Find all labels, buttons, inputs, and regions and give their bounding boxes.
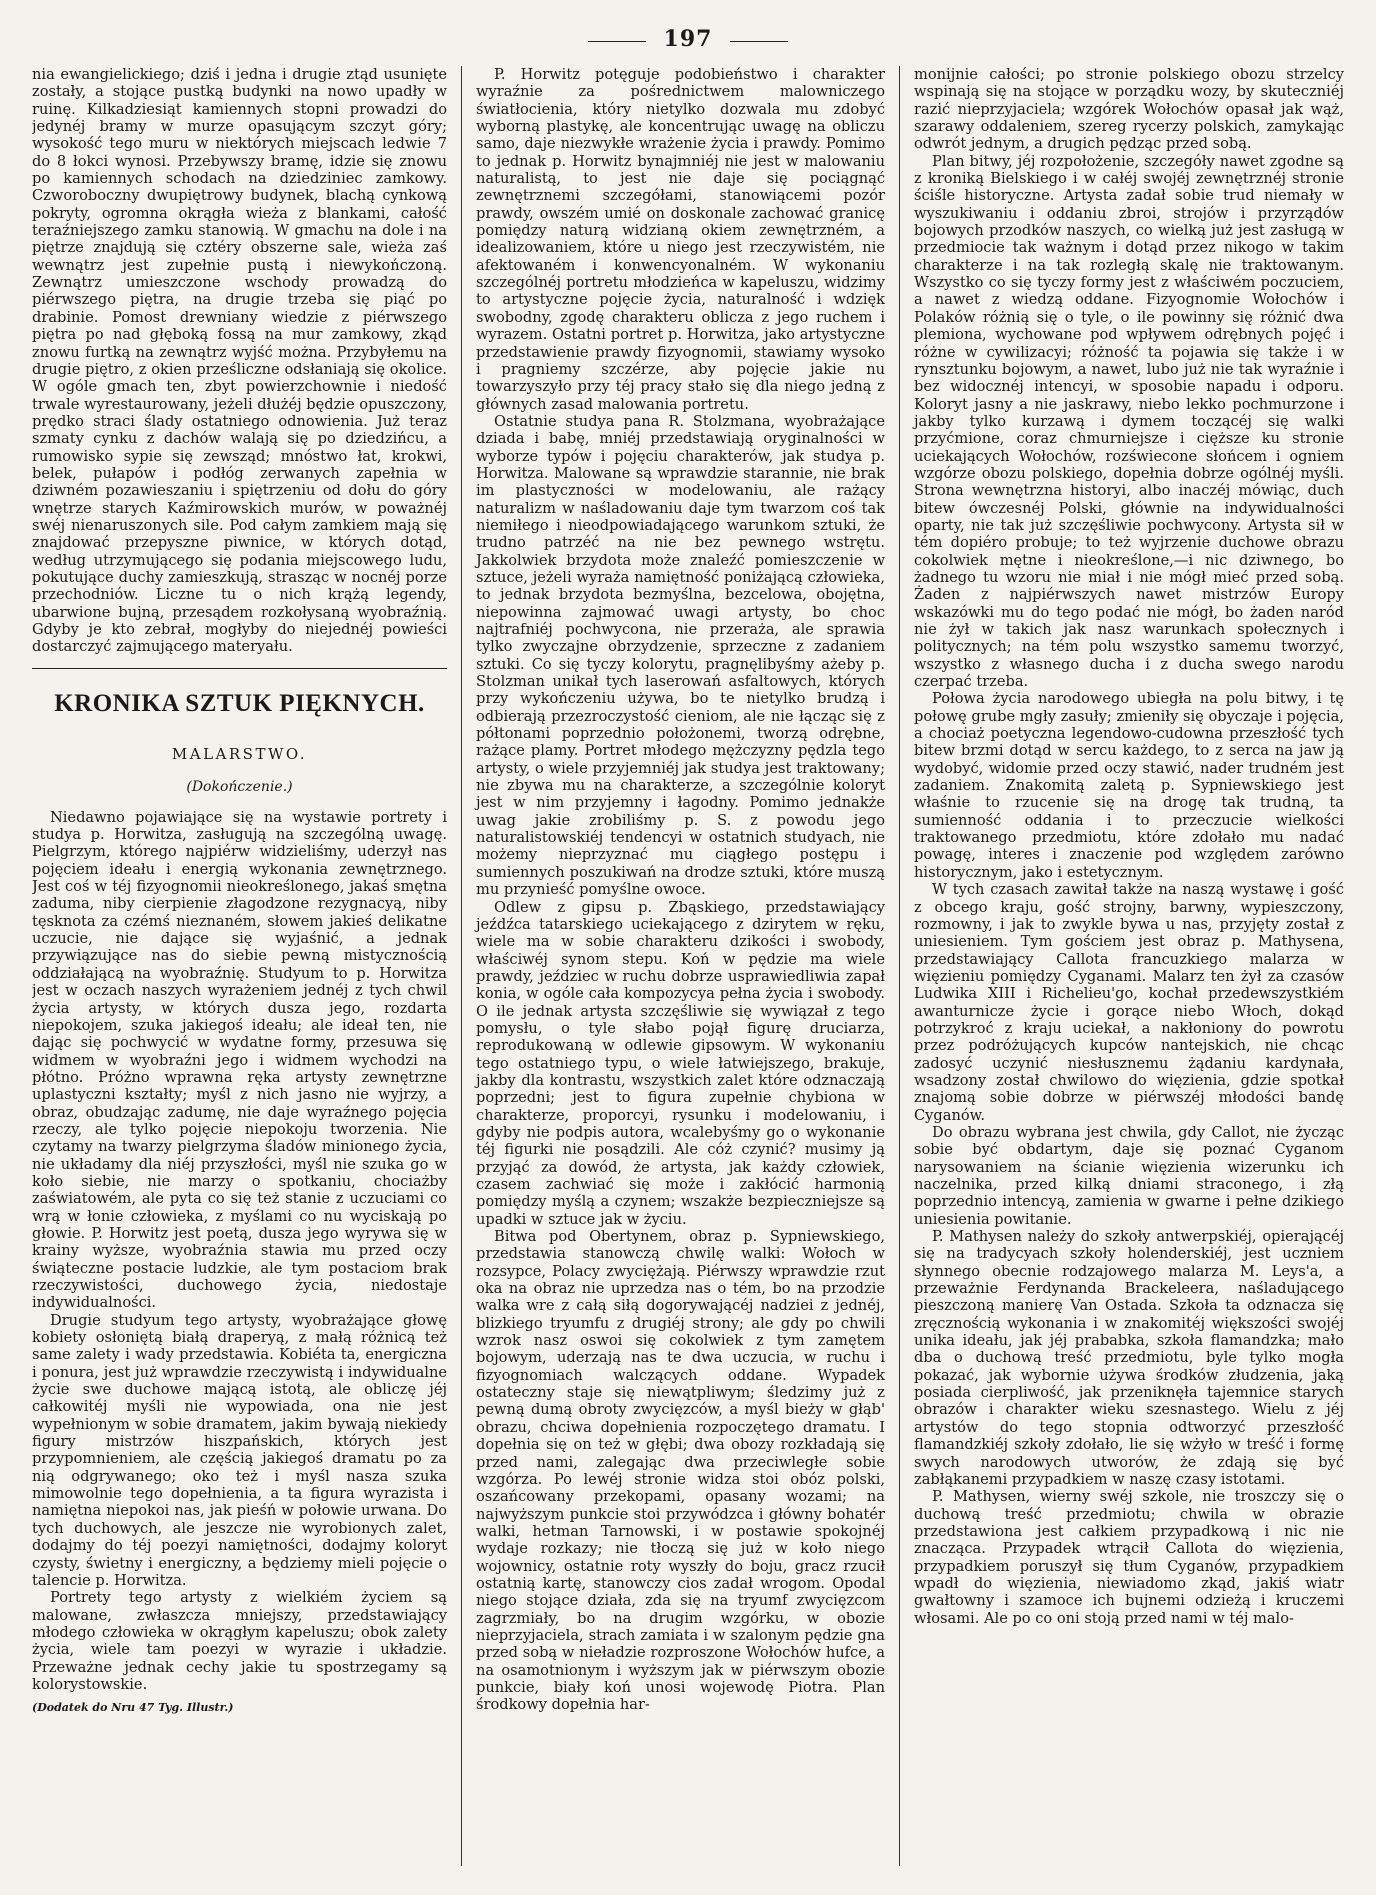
- paragraph: Bitwa pod Obertynem, obraz p. Sypniewskiego, przedstawia stanowczą chwilę walki: Wołoch w rozsypce, Polacy zwyciężają. Piérwszy wprawdzie rzut oka na obraz nie uprzedza nas o tém, bo na przodzie walka wre z całą siłą dogorywającéj nadziei z jednéj, blizkiego tryumfu z drugiéj strony; ale gdy po chwili wzrok nasz oswoi się cokolwiek z tym zamętem bojowym, uderzają nas te dwa uczucia, w ruchu i fizyognomiach walczących oddane. Wypadek ostateczny staje się niewątpliwym; śledzimy już z pewną dumą obroty zwycięzców, a myśl bieży w głąb' obrazu, chciwa dopełnienia rozpoczętego dramatu. I dopełnia się on też w głębi; dwa obozy rozkładają się przed nami, zalegając dwa przeciwległe sobie wzgórza. Po lewéj stronie widza stoi obóz polski, oszańcowany przekopami, opasany wozami; na najwyższym punkcie stoi przywódzca i główny bohatér walki, hetman Tarnowski, i w postawie spokojnéj wydaje rozkazy; nie tłoczą się już w koło niego wojownicy, ostatnie roty wyszły do boju, gracz rzucił ostatnią kartę, stanowczy cios zadał wrogom. Opodal niego stojące działa, zda się na tryumf zwycięzcom zagrzmiały, bo na drugim wzgórku, w obozie nieprzyjaciela, strach zamiata i w szalonym pędzie gna przed sobą w nieładzie rozproszone Wołochów hufce, a na osamotnionym i wyższym jak w piérwszym obozie punkcie, biały koń unosi wojewodę Piotra. Plan środkowy dopełnia har-: [476, 1228, 885, 1714]
- paragraph: Połowa życia narodowego ubiegła na polu bitwy, i tę połowę grube mgły zasuły; zmieniły się obyczaje i pojęcia, a chociaż poetyczna legendowo-cudowna przeszłość tych bitew brzmi dotąd w sercu każdego, to z serca na jaw ją wydobyć, widomie przed oczy stawić, nader trudném jest zadaniem. Znakomitą zaletą p. Sypniewskiego jest właśnie to rzucenie się na drogę tak trudną, ta sumienność oddania i to przeczucie wielkości traktowanego przedmiotu, które zdołało mu nadać powagę, interes i znaczenie pod względem zarówno historycznym, jako i estetycznym.: [914, 690, 1344, 881]
- columns: [32, 66, 1344, 1866]
- paragraph: W tych czasach zawitał także na naszą wystawę i gość z obcego kraju, gość strojny, barwny, wypieszczony, rozmowny, i jak to zwykle bywa u nas, przyjęty został z uniesieniem. Tym gościem jest obraz p. Mathysena, przedstawiający Callota francuzkiego malarza w więzieniu pomiędzy Cyganami. Malarz ten żył za czasów Ludwika XIII i Richelieu'go, kochał przedewszystkiém awanturnicze życie i gorące niebo Włoch, dokąd potrzykroć z kraju uciekał, a nakłoniony do powrotu przez podróżujących kupców nantejskich, nie chcąc zadosyć uczynić niesłusznemu żądaniu kardynała, wsadzony został chwilowo do więzienia, gdzie spotkał znajomą sobie dobrze w piérwszéj młodości bandę Cyganów.: [914, 881, 1344, 1124]
- section-divider: [32, 668, 447, 669]
- page-number: 197: [663, 26, 713, 52]
- paragraph: Ostatnie studya pana R. Stolzmana, wyobrażające dziada i babę, mniéj przedstawiają oryginalności w wyborze typów i pojęciu charakterów, jak studya p. Horwitza. Malowane są wprawdzie starannie, nie brak im plastyczności w modelowaniu, ale rażący naturalizm w naśladowaniu daje tym twarzom coś tak niemiłego i nieodpowiadającego warunkom sztuki, że trudno patrzéć na nie bez pewnego wstrętu. Jakkolwiek brzydota może znaleźć pomieszczenie w sztuce, jeżeli wyraża namiętność poniżającą człowieka, to jednak brzydota bezmyślna, bezcelowa, obojętna, niepowinna zajmować uwagi artysty, bo choc najtrafniéj pochwycona, nie przeraża, ale sprawia tylko zwyczajne obrzydzenie, sprzeczne z zadaniem sztuki. Co się tyczy kolorytu, pragnęlibyśmy ażeby p. Stolzman unikał tych laserowań asfaltowych, których przy wykończeniu używa, bo te nietylko brudzą i odbierają przezroczystość cieniom, ale nie łącząc się z półtonami poprzednio położonemi, tworzą odrębne, rażące plamy. Portret młodego mężczyzny pędzla tego artysty, o wiele przyjemniéj jak studya jest traktowany; nie zbywa mu na charakterze, a szczególnie koloryt jest w nim przyjemny i łagodny. Pomimo jednakże uwag jakie zrobiliśmy p. S. z powodu jego naturalistowskiéj tendencyi w ostatnich studyach, nie możemy nieprzyznać mu ciągłego postępu i sumiennych poszukiwań na drodze sztuki, które muszą mu przynieść pomyślne owoce.: [476, 412, 885, 899]
- paragraph: P. Mathysen należy do szkoły antwerpskiéj, opierającéj się na tradycyach szkoły holenderskiéj, jest uczniem słynnego obecnie rodzajowego malarza M. Leys'a, a przeważnie Ferdynanda Brackeleera, naśladującego pieszczoną manierę Van Ostada. Szkoła ta odznacza się zręcznością wykonania i w znakomitéj większości swojéj unika ideału, jak jéj prababka, szkoła flamandzka; mało dba o duchową treść przedmiotu, byle tylko mogła pokazać, jak wybornie używa środków złudzenia, jaką posiada cierpliwość, jak przeniknęła tajemnice starych obrazów i charakter wieku szesnastego. Wielu z jéj artystów do tego stopnia odtworzyć przeszłość flamandzkiéj szkoły zdołało, lie się wżyło w treść i formę swych narodowych utworów, że zdają się być zabłąkanemi przypadkiem w naszę czasy istotami.: [914, 1228, 1344, 1488]
- section-title: KRONIKA SZTUK PIĘKNYCH.: [54, 689, 425, 717]
- column-1: [32, 66, 462, 1866]
- paragraph: nia ewangielickiego; dziś i jedna i drugie ztąd usunięte zostały, a stojące pustką budynki na nowo upadły w ruinę. Kilkadziesiąt kamiennych stopni prowadzi do jedynéj bramy w murze opasującym szczyt góry; wysokość tego muru w niektórych miejscach ledwie 7 do 8 łokci wynosi. Przebywszy bramę, idzie się znowu po kamiennych schodach na dziedziniec zamkowy. Czworoboczny dwupiętrowy budynek, blachą cynkową pokryty, ogromna okrągła wieża z blankami, całość teraźniejszego zamku stanowią. W gmachu na dole i na piętrze znajdują się cztéry obszerne sale, wieża zaś wewnątrz jest zupełnie pustą i niewykończoną. Zewnątrz umieszczone wschody prowadzą do piérwszego piętra, na drugie trzeba się piąć po drabinie. Pomost drewniany wiedzie z piérwszego piętra po nad głęboką fossą na mur zamkowy, zkąd znowu furtką na zewnątrz wyjść można. Przybyłemu na drugie piętro, z okien prześliczne odsłaniają się okolice. W ogóle gmach ten, zbyt powierzchownie i niedość trwale wyrestaurowany, jeżeli dłużéj będzie opuszczony, prędko straci ślady ostatniego odnowienia. Już teraz szmaty cynku z dachów walają się po dziedzińcu, a rumowisko sypie się zewsząd; mnóstwo łat, krokwi, belek, pułapów i podłóg zerwanych zapełnia w dziwném pozawieszaniu i spiętrzeniu od dołu do góry wnętrze starych Kaźmirowskich murów, w poważnéj swéj nienaruszonych sile. Pod całym zamkiem mają się znajdować przepyszne piwnice, w których dotąd, według utrzymującego się podania miejscowego ludu, pokutujące duchy zamieszkują, strasząc w nocnéj porze przechodniów. Liczne tu o nich krążą legendy, ubarwione bujną, przesądem rozkołysaną wyobraźnią. Gdyby je kto zebrał, mogłyby do niejednéj powieści dostarczyć zajmującego materyału.: [32, 66, 447, 656]
- paragraph: Plan bitwy, jéj rozpołożenie, szczegóły nawet zgodne są z kroniką Bielskiego i w całéj swojéj zewnętrznéj stronie ściśle historyczne. Artysta zadał sobie trud niemały w wyszukiwaniu i oddaniu zbroi, strojów i przyrządów bojowych przodków naszych, co wielką już jest zasługą w przedmiocie tak ważnym i dotąd przez nikogo w takim charakterze i na tak rozległą skalę nie traktowanym. Wszystko co się tyczy formy jest z właściwém poczuciem, a nawet z wiedzą oddane. Fizyognomie Wołochów i Polaków różnią się o tyle, o ile powinny się różnić dwa plemiona, wychowane pod wpływem odrębnych pojęć i różne w cywilizacyi; różność ta pojawia się także i w rynsztunku bojowym, a nawet, lubo już nie tak wyraźnie i bez widocznéj intencyi, w sposobie napadu i odporu. Koloryt jasny a nie jaskrawy, niebo lekko pochmurzone i jakby tylko kurzawą i dymem toczącéj się walki przyćmione, coraz chmurniejsze i cięższe ku stronie uciekających Wołochów, rozświecone słońcem i ogniem wzgórze obozu polskiego, dopełnia dobrze ogólnéj myśli. Strona wewnętrzna historyi, albo inaczéj mówiąc, duch bitew ówczesnéj Polski, głównie na indywidualności oparty, nie tak już szczęśliwie pochwycony. Artysta sił w tém dopiéro probuje; to też wyjrzenie duchowe obrazu cokolwiek mętne i nieokreślone,—i nic dziwnego, bo żadnego tu wzoru nie miał i nie mógł mieć przed sobą. Żaden z najpiérwszych nawet mistrzów Europy wskazówki mu do tego podać nie mógł, bo żaden naród nie żył w takich jak nasz warunkach społecznych i politycznych; na tém polu wszystko samemu tworzyć, wszystko z własnego ducha i z ducha swego narodu czerpać trzeba.: [914, 152, 1344, 691]
- paragraph: P. Horwitz potęguje podobieństwo i charakter wyraźnie za pośrednictwem malowniczego światłocienia, który nietylko dozwala mu zdobyć wyborną plastykę, ale koncentrując uwagę na obliczu samo, daje niezwykłe wrażenie życia i prawdy. Pomimo to jednak p. Horwitz bynajmniéj nie jest w malowaniu naturalistą, to jest nie daje się pociągnąć zewnętrznemi szczegółami, stanowiącemi pozór prawdy, owszém umié on doskonale zachować granicę pomiędzy naturą widzianą okiem zewnętrzném, a idealizowaniem, które u niego jest rzeczywistém, nie afektowaném i konwencyonalném. W wykonaniu szczególnéj portretu młodzieńca w kapeluszu, widzimy to artystyczne pojęcie życia, naturalność i wdzięk swobodny, zgodę charakteru oblicza z jego ruchem i wyrazem. Ostatni portret p. Horwitza, jako artystyczne przedstawienie prawdy fizyognomii, stawiamy wysoko i pragniemy szczérze, aby pojęcie jakie nu towarzyszyło przy téj pracy stało się dla niego jedną z głównych zasad malowania portretu.: [476, 66, 885, 413]
- column-2: [462, 66, 900, 1866]
- supplement-note: (Dodatek do Nru 47 Tyg. Illustr.): [32, 1701, 234, 1715]
- subsection-title: MALARSTWO.: [171, 745, 308, 764]
- header-rule-right: [730, 41, 788, 42]
- paragraph: monijnie całości; po stronie polskiego obozu strzelcy wspinają się na stojące w porządku wozy, by skuteczniéj razić nieprzyjaciela; wzgórek Wołochów opasał jak wąż, szarawy oddaleniem, szereg rycerzy polskich, zamykając odwrót jednym, a drugich pędząc przed sobą.: [914, 66, 1344, 153]
- header-rule-left: [588, 41, 646, 42]
- paragraph: Niedawno pojawiające się na wystawie portrety i studya p. Horwitza, zasługują na szczególną uwagę. Pielgrzym, którego najpiérw widzieliśmy, uderzył nas pojęciem ideału i energią wykonania zewnętrznego. Jest coś w téj fizyognomii nieokreślonego, jakaś smętna zaduma, niby cierpienie złagodzone rezygnacyą, niby tęsknota za czémś nieznaném, słowem jakieś delikatne uczucie, nie dające się wyjaśnić, a jednak przywiązujące nas do siebie pewną mistycznością oddziałającą na wyobraźnię. Studyum to p. Horwitza jest w oczach naszych wyrażeniem jednéj z tych chwil życia artysty, w których dusza jego, rozdarta niepokojem, szuka jakiegoś ideału; ale ideał ten, nie dając się pochwycić w wydatne formy, przesuwa się widmem w wyobraźni jego i widmem wychodzi na płótno. Próżno wprawna ręka artysty zewnętrzne uplastyczni kształty; myśl z nich jasno nie wyjrzy, a obraz, obudzając zadumę, nie daje wyraźnego pojęcia rzeczy, ale tylko pojęcie niepokoju tworzenia. Nie czytamy na twarzy pielgrzyma śladów minionego życia, nie układamy dla niéj przyszłości, myśl nie szuka go w koło siebie, nie marzy o spotkaniu, chociażby zaświatowém, ale pyta co się też stanie z uczuciami co wrą w łonie człowieka, z myślami co nu wyciskają po głowie. P. Horwitz jest poetą, dusza jego wyrywa się w krainy wyższe, wyobraźnia stawia mu przed oczy świąteczne postacie ludzkie, ale tym postaciom brak rzeczywistości, duchowego życia, niedostaje indywidualności.: [32, 808, 447, 1312]
- page-header: [32, 26, 1344, 66]
- paragraph: Do obrazu wybrana jest chwila, gdy Callot, nie życząc sobie być obdartym, daje się poznać Cyganom narysowaniem na ścianie więzienia wizerunku ich naczelnika, przed kilką dniami straconego, i złą poprzednio intencyą, zamienia w gwarne i pełne dzikiego uniesienia powitanie.: [914, 1123, 1344, 1228]
- paragraph: Portrety tego artysty z wielkiém życiem są malowane, zwłaszcza mniejszy, przedstawiający młodego człowieka w okrągłym kapeluszu; obok zalety życia, wiele tam poezyi w wyrazie i układzie. Przeważne jednak cechy jakie tu spostrzegamy są kolorystowskie.: [32, 1589, 447, 1693]
- paragraph: P. Mathysen, wierny swéj szkole, nie troszczy się o duchową treść przedmiotu; chwila w obrazie przedstawiona jest całkiem przypadkową i nic nie znacząca. Przypadek wtrącił Callota do więzienia, przypadkiem poruszył się tłum Cyganów, przypadkiem wpadł do więzienia, niewiadomo zkąd, jakiś wiatr gwałtowny i szamoce ich bujnemi odzieżą i kruczemi włosami. Ale po co oni stoją przed nami w téj malo-: [914, 1488, 1344, 1627]
- column-3: [900, 66, 1344, 1866]
- paragraph: Drugie studyum tego artysty, wyobrażające głowę kobiety osłoniętą białą draperyą, z małą różnicą też same zalety i wady przedstawia. Kobiéta ta, energiczna i ponura, jest już wprawdzie rzeczywistą i indywidualne życie swe duchowe mającą istotą, ale obliczę jéj całkowitéj myśli nie wypowiada, ona nie jest wypełnionym w sobie dramatem, jakim bywają niekiedy figury mistrzów hiszpańskich, których jest przypomnieniem, ale częścią jakiegoś dramatu po za nią odgrywanego; oko też i myśl nasza szuka mimowolnie tego dopełnienia, a ta figura wyrazista i namiętna niepokoi nas, jak pieśń w połowie urwana. Do tych duchowych, ale jeszcze nie wyrobionych zalet, dodajmy do téj poezyi namiętności, dodajmy koloryt czysty, świetny i energiczny, a będziemy mieli pojęcie o talencie p. Horwitza.: [32, 1311, 447, 1589]
- continuation-note: (Dokończenie.): [186, 779, 293, 796]
- paragraph: Odlew z gipsu p. Zbąskiego, przedstawiający jeźdźca tatarskiego uciekającego z dzirytem w ręku, wiele ma w sobie charakteru dzikości i swobody, właściwéj synom stepu. Koń w pędzie ma wiele prawdy, jeździec w ruchu dobrze usprawiedliwia zapał konia, w ogóle cała kompozycya pełna życia i swobody. O ile jednak artysta szczęśliwie się wywiązał z tego pomysłu, o tyle słabo pojął figurę druciarza, reprodukowaną w odlewie gipsowym. W wykonaniu tego ostatniego typu, o wiele łatwiejszego, brakuje, jakby dla kontrastu, wszystkich zalet które odznaczają poprzedni; jest to figura zupełnie chybiona w charakterze, proporcyi, rysunku i modelowaniu, i gdyby nie podpis autora, wcalebyśmy go o wykonanie téj figurki nie posądzili. Ale cóż czynić? musimy ją przyjąć za dowód, że artysta, jak każdy człowiek, czasem zachwiać się może i zakłócić harmonią pomiędzy myślą a czynem; wszakże bezpieczniejsze są upadki w sztuce jak w życiu.: [476, 898, 885, 1228]
